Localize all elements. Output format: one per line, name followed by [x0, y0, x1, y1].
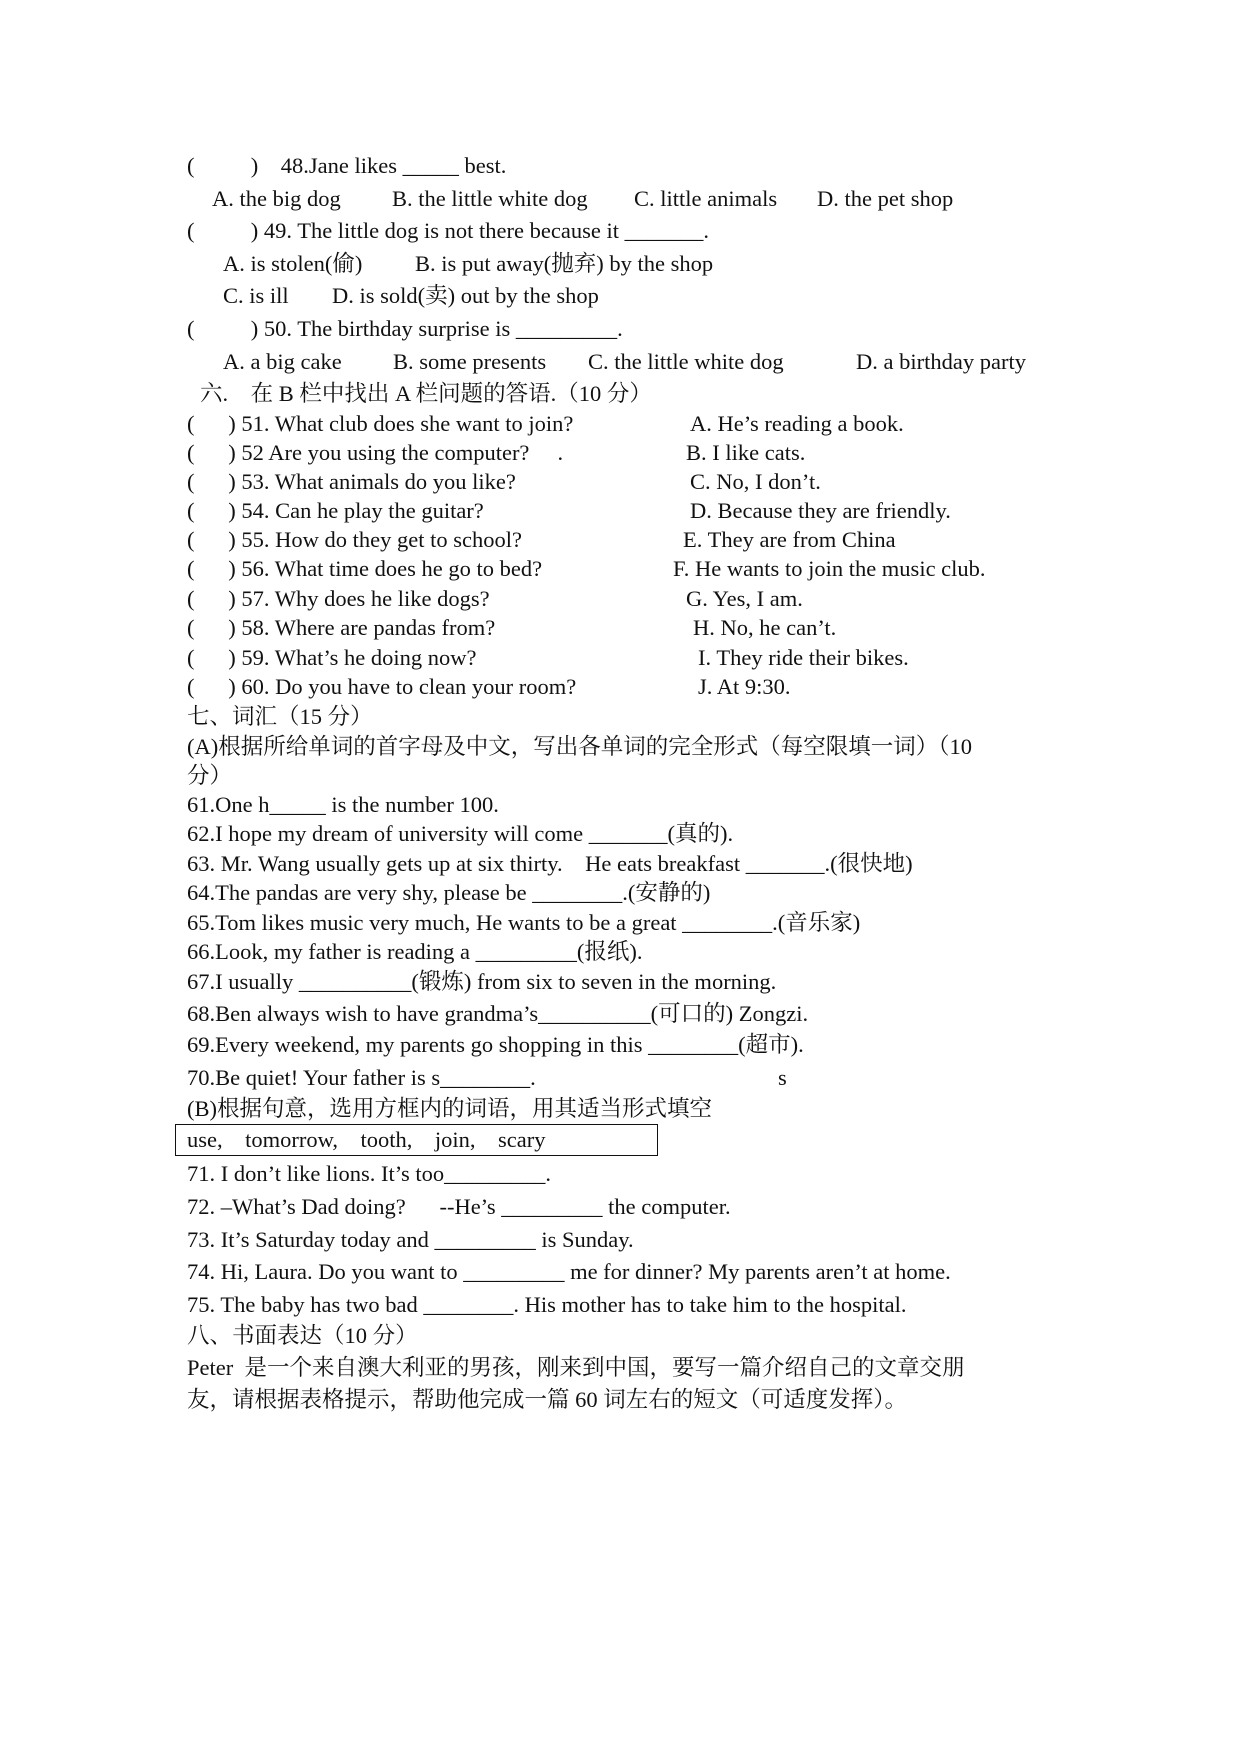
match-answer-c: C. No, I don’t. — [690, 469, 821, 494]
option-49-d: D. is sold(卖) out by the shop — [332, 283, 599, 308]
match-answer-h: H. No, he can’t. — [693, 615, 837, 640]
vocab-item-68: 68.Ben always wish to have grandma’s__________(可口的) Zongzi. — [187, 1001, 809, 1026]
part-a-instruction-cont: 分） — [187, 763, 233, 788]
option-49-a: A. is stolen(偷) — [223, 251, 363, 276]
vocab-item-70: 70.Be quiet! Your father is s________. — [187, 1065, 536, 1090]
vocab-item-62: 62.I hope my dream of university will come _______(真的). — [187, 821, 734, 846]
match-question-55: ( ) 55. How do they get to school? — [187, 527, 522, 552]
match-question-59: ( ) 59. What’s he doing now? — [187, 645, 477, 670]
option-48-a: A. the big dog — [212, 186, 341, 211]
section-7-title: 七、词汇（15 分） — [187, 704, 373, 729]
option-48-d: D. the pet shop — [817, 186, 954, 211]
vocab-item-69: 69.Every weekend, my parents go shopping in this ________(超市). — [187, 1032, 804, 1057]
fill-item-75: 75. The baby has two bad ________. His mother has to take him to the hospital. — [187, 1292, 907, 1317]
match-question-57: ( ) 57. Why does he like dogs? — [187, 586, 490, 611]
fill-item-72: 72. –What’s Dad doing? --He’s _________ the computer. — [187, 1194, 731, 1219]
vocab-item-64: 64.The pandas are very shy, please be ________.(安静的) — [187, 880, 711, 905]
match-question-54: ( ) 54. Can he play the guitar? — [187, 498, 484, 523]
vocab-item-65: 65.Tom likes music very much, He wants to be a great ________.(音乐家) — [187, 910, 861, 935]
section-8-title: 八、书面表达（10 分） — [187, 1323, 418, 1348]
match-answer-f: F. He wants to join the music club. — [673, 556, 986, 581]
question-50: ( ) 50. The birthday surprise is _________. — [187, 316, 623, 341]
match-answer-b: B. I like cats. — [686, 440, 806, 465]
match-question-60: ( ) 60. Do you have to clean your room? — [187, 674, 577, 699]
fill-item-74: 74. Hi, Laura. Do you want to _________ me for dinner? My parents aren’t at home. — [187, 1259, 951, 1284]
part-a-instruction: (A)根据所给单词的首字母及中文，写出各单词的完全形式（每空限填一词）（10 — [187, 734, 972, 759]
match-answer-i: I. They ride their bikes. — [698, 645, 909, 670]
match-answer-g: G. Yes, I am. — [686, 586, 803, 611]
match-question-53: ( ) 53. What animals do you like? — [187, 469, 516, 494]
match-question-52: ( ) 52 Are you using the computer? . — [187, 440, 564, 465]
option-50-a: A. a big cake — [223, 349, 342, 374]
vocab-item-66: 66.Look, my father is reading a _________(报纸). — [187, 939, 643, 964]
option-48-c: C. little animals — [634, 186, 778, 211]
writing-prompt-line-2: 友，请根据表格提示，帮助他完成一篇 60 词左右的短文（可适度发挥）。 — [187, 1387, 908, 1412]
match-answer-j: J. At 9:30. — [698, 674, 791, 699]
vocab-item-67: 67.I usually __________(锻炼) from six to seven in the morning. — [187, 969, 777, 994]
question-49: ( ) 49. The little dog is not there because it _______. — [187, 218, 709, 243]
writing-prompt-line-1: Peter 是一个来自澳大利亚的男孩，刚来到中国，要写一篇介绍自己的文章交朋 — [187, 1355, 965, 1380]
match-answer-d: D. Because they are friendly. — [690, 498, 951, 523]
match-answer-e: E. They are from China — [683, 527, 896, 552]
section-6-title: 六. 在 B 栏中找出 A 栏问题的答语.（10 分） — [200, 381, 652, 406]
option-49-c: C. is ill — [223, 283, 289, 308]
question-48: ( ) 48.Jane likes _____ best. — [187, 153, 507, 178]
match-question-58: ( ) 58. Where are pandas from? — [187, 615, 496, 640]
match-question-56: ( ) 56. What time does he go to bed? — [187, 556, 543, 581]
match-answer-a: A. He’s reading a book. — [690, 411, 904, 436]
option-50-b: B. some presents — [393, 349, 547, 374]
part-b-instruction: (B)根据句意，选用方框内的词语，用其适当形式填空 — [187, 1096, 712, 1121]
stray-letter: s — [778, 1065, 787, 1090]
vocab-item-61: 61.One h_____ is the number 100. — [187, 792, 499, 817]
option-48-b: B. the little white dog — [392, 186, 588, 211]
option-50-c: C. the little white dog — [588, 349, 784, 374]
fill-item-71: 71. I don’t like lions. It’s too_________. — [187, 1161, 551, 1186]
match-question-51: ( ) 51. What club does she want to join? — [187, 411, 574, 436]
word-box-words: use, tomorrow, tooth, join, scary — [187, 1127, 546, 1152]
fill-item-73: 73. It’s Saturday today and _________ is Sunday. — [187, 1227, 634, 1252]
vocab-item-63: 63. Mr. Wang usually gets up at six thirty. He eats breakfast _______.(很快地) — [187, 851, 913, 876]
option-49-b: B. is put away(抛弃) by the shop — [415, 251, 714, 276]
option-50-d: D. a birthday party — [856, 349, 1026, 374]
